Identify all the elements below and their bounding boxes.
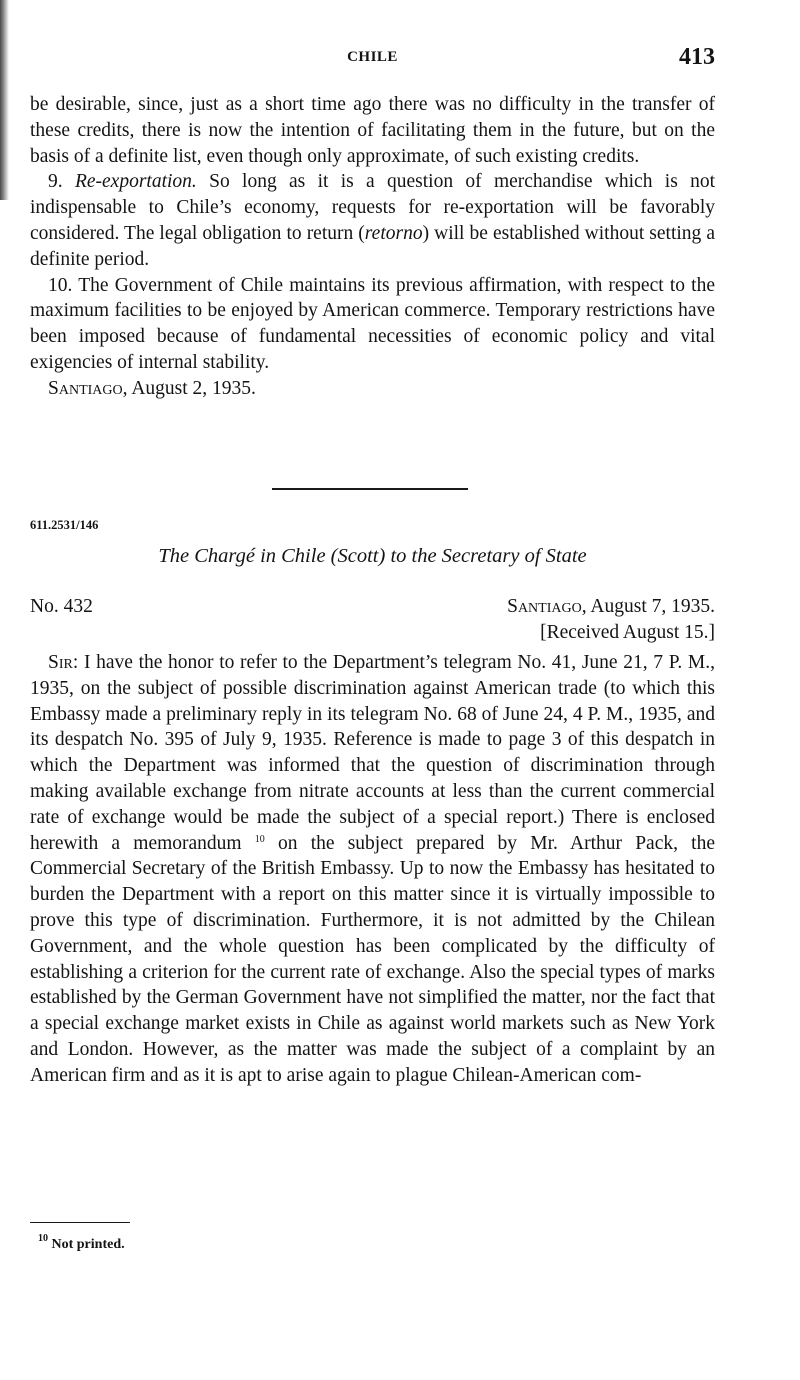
signoff-line [30,376,715,402]
dateline-place-date [507,594,715,620]
page-header [30,44,715,74]
salutation: Sir: [48,652,79,673]
document-title: The Chargé in Chile (Scott) to the Secretary of State [158,545,587,567]
received-date: [Received August 15.] [540,621,715,643]
footnote [38,1233,125,1253]
footnote-rule [30,1222,130,1223]
letter-text-b: on the subject prepared by Mr. Arthur Pack, the Commercial Secretary of the British Embassy. Up to now the Embassy has hesitated to burden the Department with a report on this matter since it is virtually impossible to prove this type of discrimination. Furthermore, it is not admitted by the Chilean Government, and the whole question has been complicated by the difficulty of establishing a criterion for the current rate of exchange. Also the special types of marks established by the German Government have not simplified the matter, nor the fact that a special exchange market exists in Chile as against world markets such as New York and London. However, as the matter was made the subject of a complaint by an American firm and as it is apt to arise again to plague Chilean-American com- [30,832,716,1086]
item-9-text-a: So long as it is a question of merchandise which is not indispensable to Chile’s economy, requests for re-exportation will be favorably considered. The legal obligation to return ( [30,171,716,244]
letter-paragraph [30,650,715,1089]
section-divider [272,488,468,490]
footnote-number: 10 [38,1233,48,1244]
item-10-number: 10. [48,274,73,296]
footnote-text: Not printed. [51,1237,125,1252]
item-10-text: The Government of Chile maintains its previous affirmation, with respect to the maximum facilities to be enjoyed by American commerce. Temporary restrictions have been imposed because of fundamental necessities of economic policy and vital exigencies of internal stability. [30,274,715,373]
letter-text-a: I have the honor to refer to the Department’s telegram No. 41, June 21, 7 P. M., 1935, on the subject of possible discrimination against American trade (to which this Embassy made a preliminary reply in its telegram No. 68 of June 24, 4 P. M., 1935, and its despatch No. 395 of July 9, 1935. Reference is made to page 3 of this despatch in which the Department was informed that the question of discrimination through making available exchange from nitrate accounts at less than the current commercial rate of exchange would be made the subject of a special report.) There is enclosed herewith a memorandum [30,652,715,854]
signoff-place: Santiago, [48,377,128,399]
memorandum-conclusion [30,92,715,402]
letter-body [30,650,715,1089]
dateline-date: August 7, 1935. [590,596,715,617]
document-number: No. 432 [30,596,93,617]
continuation-paragraph [30,92,715,169]
running-head: CHILE [347,49,398,65]
item-9-term: retorno [364,222,423,244]
item-10-paragraph [30,273,715,376]
item-9-text-b: ) will be established without setting a definite period. [30,222,715,270]
page-number: 413 [679,44,715,70]
signoff-date: August 2, 1935. [131,377,256,399]
item-9-heading: Re-exportation. [74,171,197,193]
binding-edge-shadow [0,0,9,200]
continuation-text: be desirable, since, just as a short time ago there was no difficulty in the transfer of these credits, there is now the intention of facilitating them in the future, but on the basis of a definite list, even though only approximate, of such existing credits. [30,94,715,167]
item-9-paragraph [30,169,715,272]
file-number: 611.2531/146 [30,518,99,532]
item-9-number: 9. [48,171,63,193]
footnote-reference: 10 [254,833,265,845]
dateline-place: Santiago, [507,596,587,617]
